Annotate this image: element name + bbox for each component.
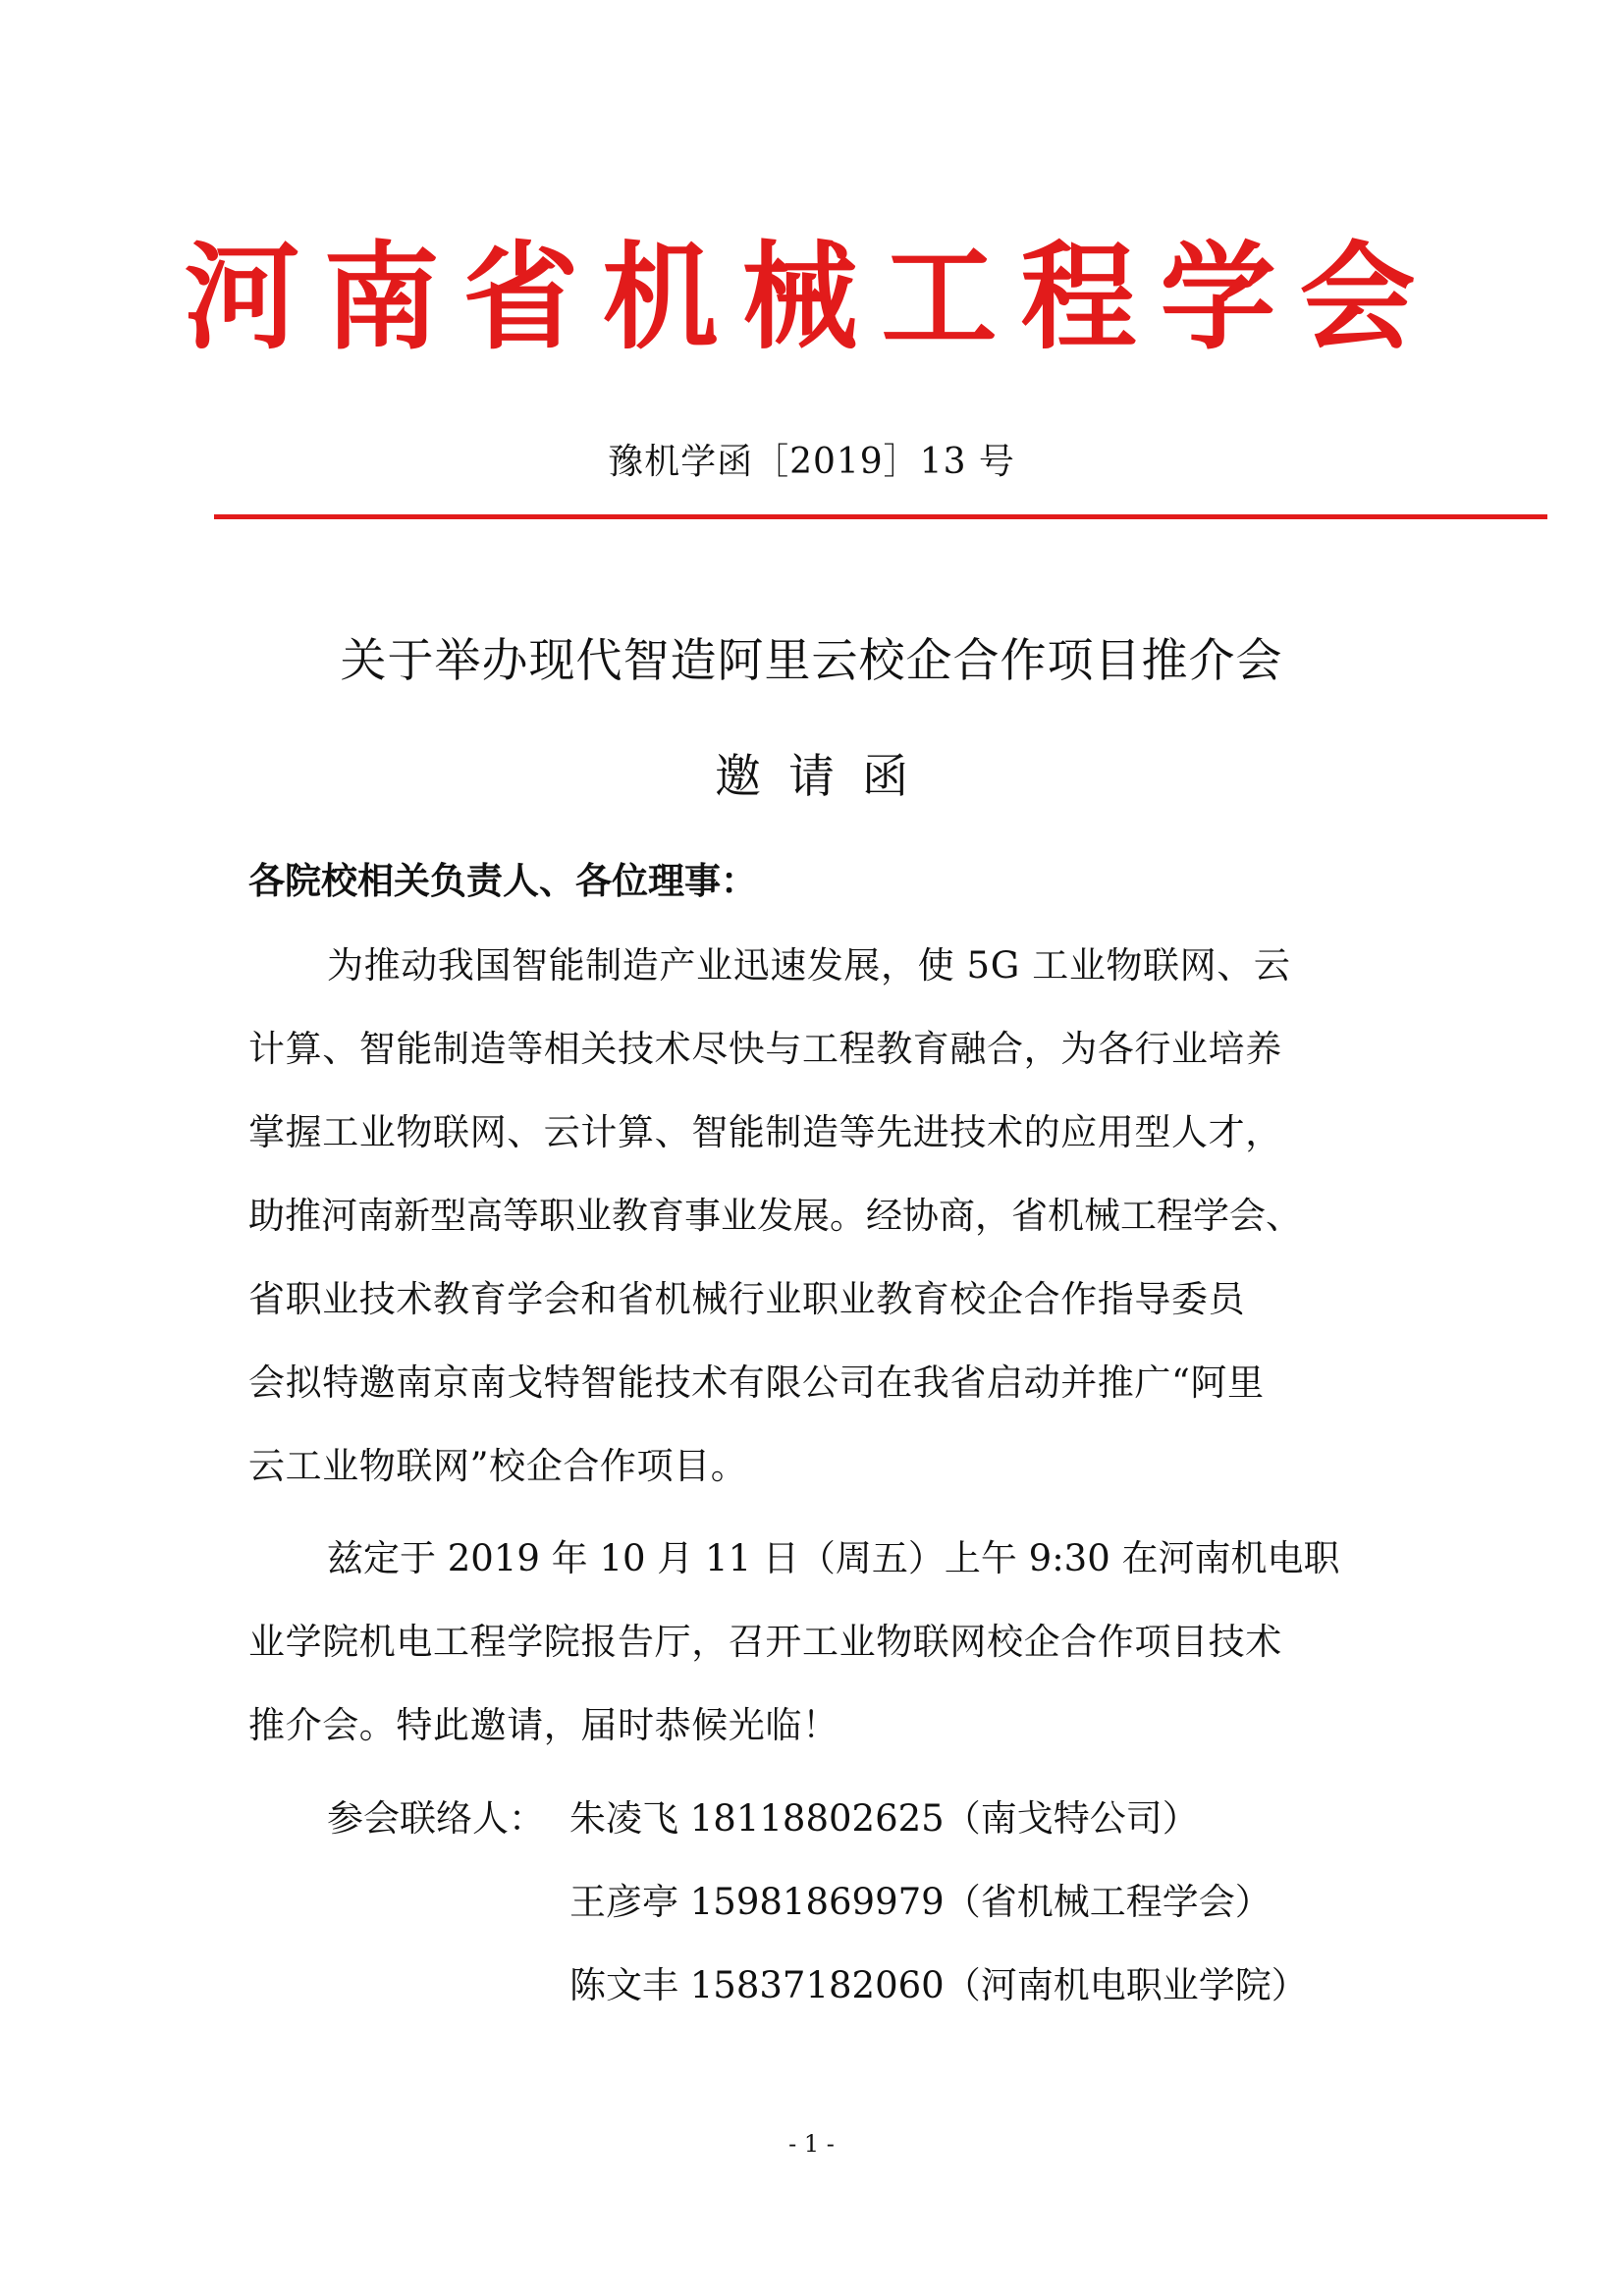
paragraph-line: 会拟特邀南京南戈特智能技术有限公司在我省启动并推广“阿里 xyxy=(248,1362,1265,1404)
paragraph-line: 省职业技术教育学会和省机械行业职业教育校企合作指导委员 xyxy=(248,1278,1246,1320)
paragraph-line: 为推动我国智能制造产业迅速发展，使 5G 工业物联网、云 xyxy=(327,944,1291,987)
document-number: 豫机学函［2019］13 号 xyxy=(608,442,1015,482)
paragraph-line: 掌握工业物联网、云计算、智能制造等先进技术的应用型人才， xyxy=(248,1111,1282,1153)
contact-item: 陈文丰 15837182060（河南机电职业学院） xyxy=(569,1964,1308,2006)
contact-item: 朱凌飞 18118802625（南戈特公司） xyxy=(569,1797,1199,1840)
paragraph-line: 兹定于 2019 年 10 月 11 日（周五）上午 9:30 在河南机电职 xyxy=(327,1537,1340,1579)
letterhead-title: 河南省机械工程学会 xyxy=(184,229,1439,365)
letterhead-divider xyxy=(214,514,1547,519)
paragraph-line: 业学院机电工程学院报告厅，召开工业物联网校企合作项目技术 xyxy=(248,1621,1282,1663)
paragraph-line: 助推河南新型高等职业教育事业发展。经协商，省机械工程学会、 xyxy=(248,1195,1302,1237)
contact-item: 王彦亭 15981869979（省机械工程学会） xyxy=(569,1881,1271,1923)
salutation: 各院校相关负责人、各位理事： xyxy=(248,860,757,902)
document-subtitle: 邀请函 xyxy=(715,750,936,804)
page-number: - 1 - xyxy=(788,2130,835,2158)
paragraph-line: 云工业物联网”校企合作项目。 xyxy=(248,1445,748,1487)
paragraph-line: 推介会。特此邀请，届时恭候光临！ xyxy=(248,1704,839,1746)
paragraph-line: 计算、智能制造等相关技术尽快与工程教育融合，为各行业培养 xyxy=(248,1028,1282,1070)
document-title: 关于举办现代智造阿里云校企合作项目推介会 xyxy=(340,634,1283,688)
contact-label: 参会联络人： xyxy=(327,1797,545,1840)
